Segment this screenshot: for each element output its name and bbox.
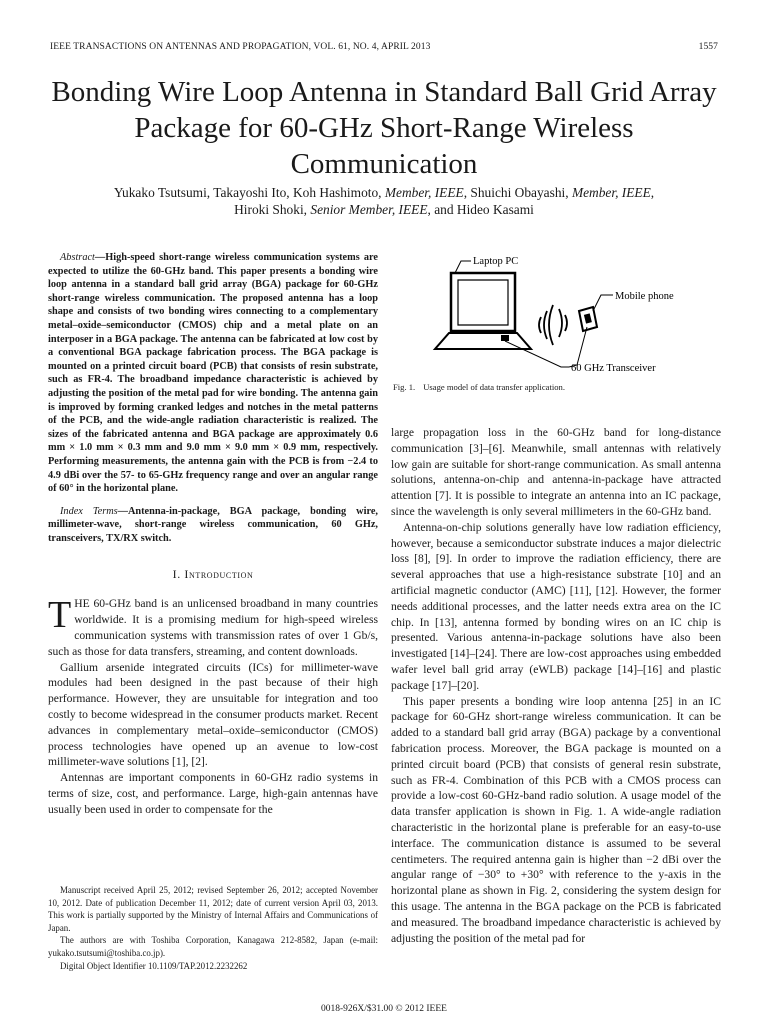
footnotes <box>48 884 378 972</box>
section-heading: I. Introduction <box>172 567 254 582</box>
footnote-affiliation: The authors are with Toshiba Corporation, Kanagawa 212-8582, Japan (e-mail: yukako.tsutsumi@toshiba.co.jp). <box>48 935 378 958</box>
usage-model-illustration <box>391 249 721 377</box>
figure-caption-text: Usage model of data transfer application. <box>423 382 565 392</box>
right-paragraph-3: This paper presents a bonding wire loop antenna [25] in an IC package for 60-GHz short-range wireless communication. It can be added to a standard ball grid array (BGA) package by a conventional fabrication process. Moreover, the BGA package is mounted on a printed circuit board (PCB) that consists of general resin substrate, such as FR-4. Combination of this PCB with a CMOS process can provide a low-cost 60-GHz-band radio solution. A usage model of the data transfer application is shown in Fig. 1. A wide-angle radiation characteristic in the horizontal plane is preferable for an easy-to-use interface. The communication distance is assumed to be several centimeters. The required antenna gain is higher than −2 dBi over the angular range of −30° to +30° with reference to the y-axis in the horizontal plane as shown in Fig. 2, considering the system design for this usage. The antenna in the BGA package on the PCB is fabricated and measured. The broadband impedance characteristic is achieved by adjusting the position of the metal pad for <box>391 694 721 945</box>
laptop-icon <box>435 273 531 349</box>
figure-caption <box>393 382 721 392</box>
intro-paragraph-3: Antennas are important components in 60-GHz radio systems in terms of size, cost, and performance. Large, high-gain antennas have usually been used in order to compensate for the <box>48 771 378 816</box>
abstract <box>48 251 378 496</box>
right-paragraph-2: Antenna-on-chip solutions generally have low radiation efficiency, however, because a semiconductor substrate induces a major dielectric loss [8], [9]. In order to improve the radiation efficiency, there are several approaches that use a high-resistance substrate [10] and an artificial magnetic conductor (AMC) [11], [12]. However, the former needs additional processes, and the latter needs extra area on the IC chip. In [13], antenna formed by bonding wires on an IC chip is presented. Various antenna-in-package solutions have also been investigated [14]–[24]. There are low-cost approaches using embedded wafer level ball grid array (eWLB) package [14]–[16] and plastic package [17]–[20]. <box>391 520 721 692</box>
mobile-phone-icon <box>579 307 597 331</box>
page-number: 1557 <box>698 42 718 52</box>
figure-caption-label: Fig. 1. <box>393 382 416 392</box>
journal-header: IEEE TRANSACTIONS ON ANTENNAS AND PROPAGATION, VOL. 61, NO. 4, APRIL 2013 <box>50 42 431 52</box>
intro-paragraph-2: Gallium arsenide integrated circuits (ICs) for millimeter-wave modules had been designed in the past because of their high performance. However, they are unsuitable for integration and too costly to become widespread in the consumer products market. Recent advances in complementary metal–oxide–semiconductor (CMOS) process technologies have opened up an avenue to low-cost millimeter-wave solutions [1], [2]. <box>48 660 378 769</box>
label-mobile-phone: Mobile phone <box>615 291 674 302</box>
label-transceiver: 60 GHz Transceiver <box>571 363 656 374</box>
label-laptop: Laptop PC <box>473 256 519 267</box>
right-paragraph-1: large propagation loss in the 60-GHz band for long-distance communication [3]–[6]. Meanwhile, small antennas with relatively low gain are suitable for short-range communication. As small antenna solutions, antenna-on-chip and antenna-in-package have attracted attention [7]. It is possible to integrate an antenna into an IC package, since the wavelength is only several millimeters in the 60-GHz band. <box>391 426 721 518</box>
abstract-label: Abstract <box>60 252 95 263</box>
footnote-manuscript: Manuscript received April 25, 2012; revised September 26, 2012; accepted November 10, 2012. Date of publication December 11, 2012; date of current version April 03, 2013. This work is partially supported by the Ministry of Internal Affairs and Communications of Japan. <box>48 885 378 933</box>
drop-cap: T <box>48 594 72 637</box>
index-terms-label: Index Terms <box>60 505 118 517</box>
author-line-2: Hiroki Shoki, Senior Member, IEEE, and Hideo Kasami <box>234 202 534 217</box>
author-list <box>40 184 728 218</box>
abstract-text: —High-speed short-range wireless communication systems are expected to utilize the 60-GHz band. This paper presents a bonding wire loop antenna in a standard ball grid array (BGA) package for 60-GHz short-range wireless communication. The proposed antenna has a loop shape and consists of two bonding wires connecting to a complementary metal–oxide–semiconductor (CMOS) chip and a metal plate on an interposer in a BGA package. The antenna can be fabricated at low cost by a conventional BGA package fabrication process. The BGA package is mounted on a printed circuit board (PCB) that consists of resin substrate, such as FR-4. The broadband impedance characteristic is achieved by adjusting the position of the metal pad for wire bonding. The antenna gain is improved by forming cranked ledges and notches in the metal patterns of the PCB, and the wide-angle radiation characteristic is realized. The sizes of the fabricated antenna and BGA package are approximately 0.6 mm × 1.0 mm × 0.3 mm and 9.0 mm × 9.0 mm × 0.9 mm, respectively. Performing measurements, the antenna gain with the PCB is from −2.4 to 4.9 dBi over the 57- to 65-GHz frequency range and over an angular range of 60° in the horizontal plane. <box>48 252 378 495</box>
left-column <box>48 251 378 818</box>
footnote-doi: Digital Object Identifier 10.1109/TAP.2012.2232262 <box>60 960 248 971</box>
index-terms-text: —Antenna-in-package, BGA package, bonding wire, millimeter-wave, short-range wireless communication, 60 GHz, transceivers, TX/RX switch. <box>48 505 378 544</box>
index-terms <box>48 505 378 546</box>
figure-1 <box>391 249 721 409</box>
intro-paragraph-1: THE 60-GHz band is an unlicensed broadband in many countries worldwide. It is a promising medium for high-speed wireless communication systems with transmission rates of over 1 Gb/s, such as those for data transfers, streaming, and content downloads. <box>48 594 378 658</box>
running-head <box>50 42 718 52</box>
right-column <box>391 249 721 946</box>
copyright-footer: 0018-926X/$31.00 © 2012 IEEE <box>321 1004 447 1014</box>
radio-waves-icon <box>539 305 567 345</box>
author-line-1: Yukako Tsutsumi, Takayoshi Ito, Koh Hashimoto, Member, IEEE, Shuichi Obayashi, Member, IEEE, <box>113 185 655 200</box>
paper-title: Bonding Wire Loop Antenna in Standard Ball Grid Array Package for 60-GHz Short-Range Wireless Communication <box>51 76 717 180</box>
